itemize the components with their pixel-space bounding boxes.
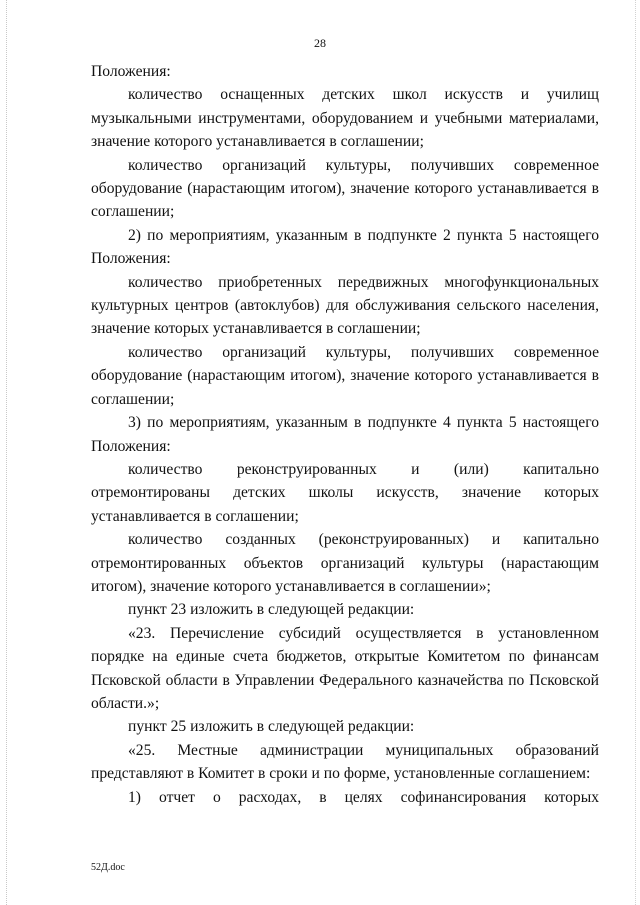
document-body: [91, 60, 599, 809]
paragraph: «25. Местные администрации муниципальных образований представляют в Комитет в сроки и по форме, установленные соглашением:: [91, 741, 599, 783]
paragraph: 2) по мероприятиям, указанным в подпункте 2 пункта 5 настоящего Положения:: [91, 226, 599, 268]
paragraph: 1) отчет о расходах, в целях софинансирования которых: [128, 788, 599, 806]
paragraph: количество приобретенных передвижных многофункциональных культурных центров (автоклубов) для обслуживания сельского населения, значение которых устанавливается в соглашении;: [91, 273, 599, 338]
paragraph: пункт 23 изложить в следующей редакции:: [128, 601, 415, 619]
scan-right-edge: [635, 0, 636, 905]
paragraph: пункт 25 изложить в следующей редакции:: [128, 718, 415, 736]
paragraph: количество организаций культуры, получивших современное оборудование (нарастающим итогом), значение которого устанавливается в соглашении;: [91, 343, 599, 408]
page-number: 28: [314, 36, 326, 50]
scan-left-edge: [6, 0, 7, 905]
paragraph: Положения:: [91, 63, 171, 80]
paragraph: количество созданных (реконструированных) и капитально отремонтированных объектов организаций культуры (нарастающим итогом), значение которого устанавливается в соглашении»;: [91, 531, 599, 595]
paragraph: количество организаций культуры, получивших современное оборудование (нарастающим итогом), значение которого устанавливается в соглашении;: [91, 156, 599, 221]
paragraph: «23. Перечисление субсидий осуществляется в установленном порядке на единые счета бюджетов, открытые Комитетом по финансам Псковской области в Управлении Федерального казначейства по Псковской области.»;: [91, 624, 599, 712]
footer-filename: 52Д.doc: [91, 862, 125, 873]
paragraph: количество оснащенных детских школ искусств и училищ музыкальными инструментами, оборудованием и учебными материалами, значение которого устанавливается в соглашении;: [91, 86, 599, 151]
paragraph: количество реконструированных и (или) капитально отремонтированы детских школы искусств, значение которых устанавливается в соглашении;: [91, 460, 599, 525]
paragraph: 3) по мероприятиям, указанным в подпункте 4 пункта 5 настоящего Положения:: [91, 414, 599, 455]
